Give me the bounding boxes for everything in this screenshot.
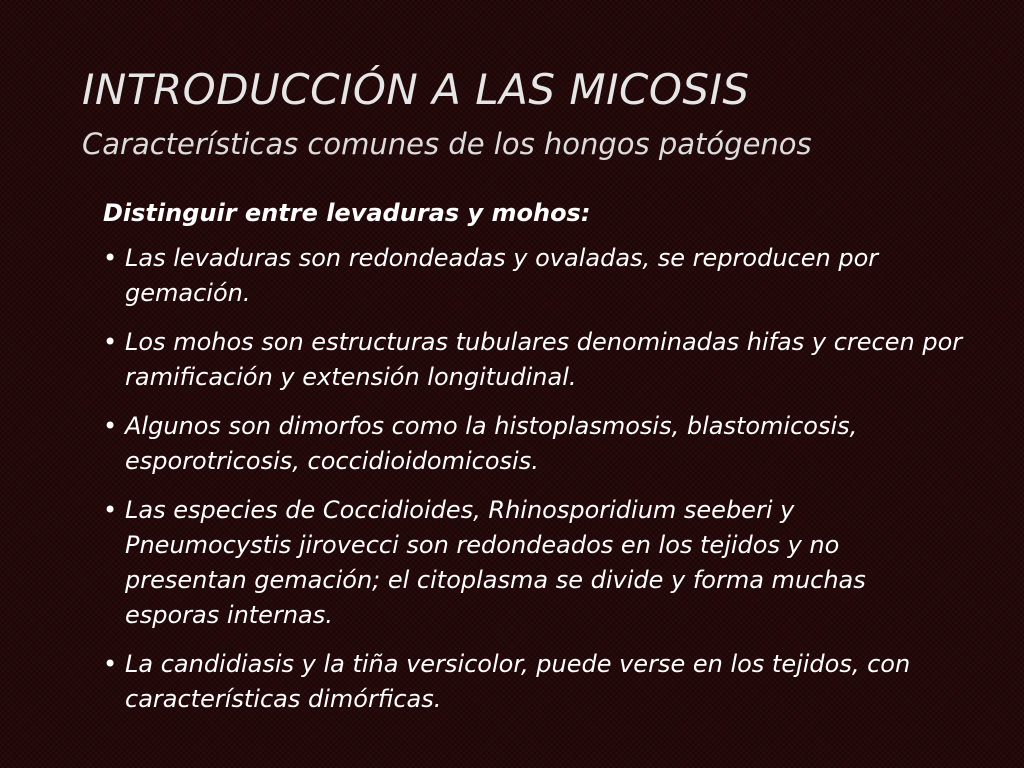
bullet-text: Las especies de Coccidioides, Rhinosporidium seeberi y Pneumocystis jirovecci son redondeados en los tejidos y no presentan gemación; el citoplasma se divide y forma muchas esporas internas. xyxy=(125,496,866,629)
bullet-item xyxy=(103,325,963,395)
bullet-text: Las levaduras son redondeadas y ovaladas, se reproducen por gemación. xyxy=(125,244,879,307)
slide-content xyxy=(103,195,963,731)
bullet-icon: • xyxy=(103,496,118,524)
bullet-icon: • xyxy=(103,328,118,356)
bullet-text: Los mohos son estructuras tubulares denominadas hifas y crecen por ramificación y extensión longitudinal. xyxy=(125,328,963,391)
bullet-icon: • xyxy=(103,650,118,678)
slide-subtitle: Características comunes de los hongos patógenos xyxy=(82,127,812,161)
bullet-list xyxy=(103,241,963,717)
bullet-item xyxy=(103,647,963,717)
bullet-text: La candidiasis y la tiña versicolor, puede verse en los tejidos, con características dimórficas. xyxy=(125,650,911,713)
bullet-text: Algunos son dimorfos como la histoplasmosis, blastomicosis, esporotricosis, coccidioidomicosis. xyxy=(125,412,858,475)
content-heading: Distinguir entre levaduras y mohos: xyxy=(103,199,591,227)
bullet-item xyxy=(103,409,963,479)
bullet-icon: • xyxy=(103,244,118,272)
slide-title: INTRODUCCIÓN A LAS MICOSIS xyxy=(82,65,750,114)
bullet-item xyxy=(103,493,963,633)
bullet-icon: • xyxy=(103,412,118,440)
bullet-item xyxy=(103,241,963,311)
